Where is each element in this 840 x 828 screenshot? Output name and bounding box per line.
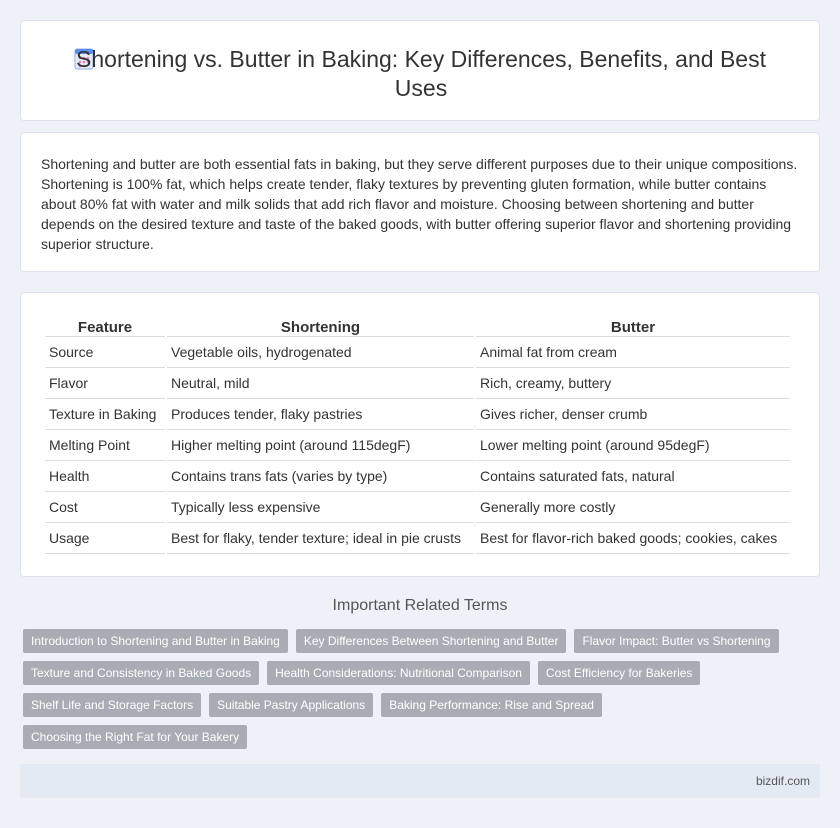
table-cell: Contains trans fats (varies by type) <box>167 461 474 492</box>
table-cell: Higher melting point (around 115degF) <box>167 430 474 461</box>
footer <box>20 764 820 798</box>
table-cell: Contains saturated fats, natural <box>476 461 790 492</box>
table-cell: Lower melting point (around 95degF) <box>476 430 790 461</box>
table-cell: Best for flaky, tender texture; ideal in pie crusts <box>167 523 474 554</box>
comparison-table <box>43 315 792 554</box>
header-feature: Feature <box>45 315 165 337</box>
related-tag[interactable]: Suitable Pastry Applications <box>209 693 373 717</box>
related-tag[interactable]: Choosing the Right Fat for Your Bakery <box>23 725 247 749</box>
related-tag[interactable]: Flavor Impact: Butter vs Shortening <box>574 629 778 653</box>
title-card <box>20 20 820 121</box>
table-row <box>45 368 790 399</box>
footer-site-link[interactable]: bizdif.com <box>755 774 810 788</box>
related-tag[interactable]: Introduction to Shortening and Butter in Baking <box>23 629 288 653</box>
related-tag[interactable]: Texture and Consistency in Baked Goods <box>23 661 259 685</box>
table-cell: Melting Point <box>45 430 165 461</box>
table-cell: Health <box>45 461 165 492</box>
table-cell: Typically less expensive <box>167 492 474 523</box>
table-row <box>45 337 790 368</box>
table-cell: Flavor <box>45 368 165 399</box>
table-cell: Best for flavor-rich baked goods; cookies, cakes <box>476 523 790 554</box>
page-title: Shortening vs. Butter in Baking: Key Differences, Benefits, and Best Uses <box>76 46 766 101</box>
related-tag[interactable]: Shelf Life and Storage Factors <box>23 693 201 717</box>
table-row <box>45 461 790 492</box>
table-cell: Produces tender, flaky pastries <box>167 399 474 430</box>
table-cell: Generally more costly <box>476 492 790 523</box>
table-cell: Rich, creamy, buttery <box>476 368 790 399</box>
related-tag[interactable]: Key Differences Between Shortening and Butter <box>296 629 567 653</box>
header-shortening: Shortening <box>167 315 474 337</box>
header-butter: Butter <box>476 315 790 337</box>
related-terms-list <box>23 629 823 749</box>
intro-card <box>20 132 820 272</box>
table-cell: Cost <box>45 492 165 523</box>
comparison-table-card <box>20 292 820 577</box>
table-row <box>45 399 790 430</box>
table-cell: Source <box>45 337 165 368</box>
table-cell: Animal fat from cream <box>476 337 790 368</box>
table-row <box>45 523 790 554</box>
table-row <box>45 492 790 523</box>
related-tag[interactable]: Health Considerations: Nutritional Comparison <box>267 661 530 685</box>
table-cell: Vegetable oils, hydrogenated <box>167 337 474 368</box>
table-cell: Gives richer, denser crumb <box>476 399 790 430</box>
related-tag[interactable]: Cost Efficiency for Bakeries <box>538 661 701 685</box>
table-cell: Neutral, mild <box>167 368 474 399</box>
table-cell: Texture in Baking <box>45 399 165 430</box>
table-header-row <box>45 315 790 337</box>
related-tag[interactable]: Baking Performance: Rise and Spread <box>381 693 602 717</box>
related-terms-title: Important Related Terms <box>332 597 508 614</box>
table-cell: Usage <box>45 523 165 554</box>
table-row <box>45 430 790 461</box>
intro-paragraph: Shortening and butter are both essential fats in baking, but they serve different purposes due to their unique compositions. Shortening is 100% fat, which helps create tender, flaky textures by preventing gluten formation, while butter contains about 80% fat with water and milk solids that add rich flavor and moisture. Choosing between shortening and butter depends on the desired texture and taste of the baked goods, with butter offering superior flavor and shortening providing superior structure. <box>41 156 798 252</box>
